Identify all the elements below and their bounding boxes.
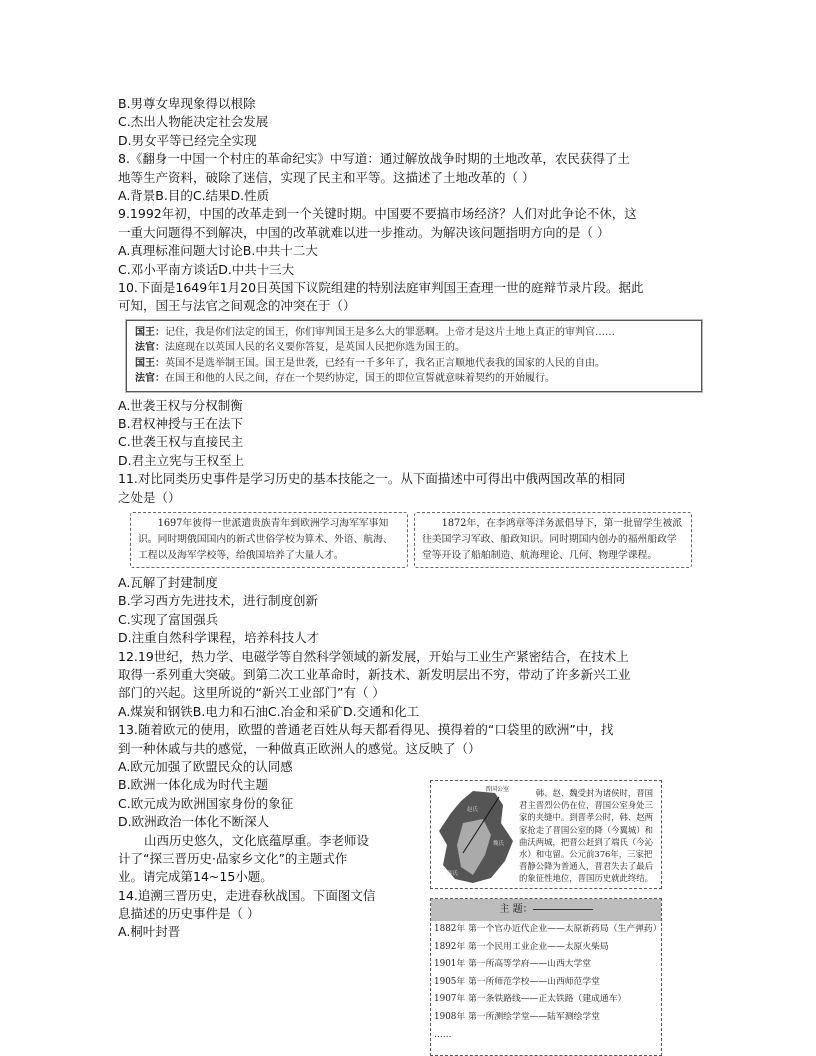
q8-stem: 地等生产资料，破除了迷信，实现了民主和平等。这描述了土地改革的（ ） [118,169,535,185]
speaker: 法官： [135,373,165,385]
q9-options: A.真理标准问题大讨论B.中共十二大 [118,243,318,259]
speech: 英国不是选举制王国。国王是世袭，已经有一千多年了，我名正言顺地代表我的国家的人民的自由。 [165,357,605,369]
q10-option-b: B.君权神授与王在法下 [118,416,244,432]
q11-option-b: B.学习西方先进技术，进行制度创新 [118,593,319,609]
q11-stem: 11.对比同类历史事件是学习历史的基本技能之一。从下面描述中可得出中俄两国改革的相同 [118,471,626,487]
q13-stem: 到一种休戚与共的感觉，一种做真正欧洲人的感觉。这反映了（） [118,740,481,756]
q9-options: C.邓小平南方谈话D.中共十三大 [118,261,295,277]
q10-stem: 可知，国王与法官之间观念的冲突在于（） [118,298,356,314]
timeline-row: 1882年 第一个官办近代企业——太原新药局（生产弹药） [434,924,662,934]
q9-stem: 一重大问题得不到解决，中国的改革就难以进一步推动。为解决该问题指明方向的是（ ） [118,224,610,240]
speech: 法庭现在以英国人民的名义要你答复，是英国人民把你选为国王的。 [165,342,465,354]
q10-dialogue-box [126,320,702,392]
section-intro: 业。请完成第14~15小题。 [118,869,273,885]
shanxi-timeline-box [430,898,662,1056]
speech: 在国王和他的人民之间，存在一个契约协定，国王的即位宣誓就意味着契约的开始履行。 [165,373,555,385]
q8-stem: 8.《翻身一中国一个村庄的革命纪实》中写道：通过解放战争时期的土地改革，农民获得了土 [118,151,630,167]
q7-option-c: C.杰出人物能决定社会发展 [118,114,269,130]
section-intro: 计了“探三晋历史·品家乡文化”的主题式作 [118,850,348,866]
timeline-row: 1908年 第一所测绘学堂——陆军测绘学堂 [434,1011,600,1022]
jin-history-text: 韩、赵、魏受封为诸侯时，晋国君主晋烈公仍在位，晋国公室身处三家的夹缝中。到晋孝公时，韩、赵两家抢走了晋国公室的降（今翼城）和曲沃两城，把晋公赶到了端氏（今沁水）和屯留。公元前376年，三家把晋静公降为普通人，晋君失去了最后的象征性地位，晋国历史就此终结。 [519,788,654,884]
q10-stem: 10.下面是1649年1月20日英国下议院组建的特别法庭审判国王查理一世的庭辩节录片段。据此 [118,279,644,295]
speech: 记住，我是你们法定的国王，你们审判国王是多么大的罪恶啊。上帝才是这片土地上真正的审判官…… [165,326,615,338]
q13-option-c: C.欧元成为欧洲国家身份的象征 [118,795,294,811]
jin-map-box [430,780,662,889]
q13-option-d: D.欧洲政治一体化不断深人 [118,814,270,830]
q14-stem: 14.追溯三晋历史，走进春秋战国。下面图文信 [118,887,376,903]
timeline-row: 1907年 第一条铁路线——正太铁路（建成通车） [434,994,627,1005]
dialogue-line [135,356,693,372]
theme-label: 主 题： [499,904,533,915]
map-label: 晋国公室 [485,786,510,793]
map-label: 魏氏 [493,841,505,847]
theme-blank [533,909,593,910]
dialogue-line [135,325,693,341]
q12-stem: 部门的兴起。这里所说的“新兴工业部门”有（ ） [118,685,385,701]
speaker: 国王： [135,326,165,338]
timeline-ellipsis: …… [434,1029,452,1040]
dialogue-line [135,340,693,356]
q13-stem: 13.随着欧元的使用，欧盟的普通老百姓从每天都看得见、摸得着的“口袋里的欧洲”中，找 [118,722,614,738]
q10-option-a: A.世袭王权与分权制衡 [118,397,243,413]
q12-stem: 取得一系列重大突破。到第二次工业革命时，新技术、新发明层出不穷，带动了许多新兴工业 [118,666,631,682]
q7-option-b: B.男尊女卑现象得以根除 [118,96,256,111]
theme-header [431,899,661,921]
q9-stem: 9.1992年初，中国的改革走到一个关键时期。中国要不要搞市场经济？人们对此争论不休，这 [118,206,637,222]
speaker: 法官： [135,342,165,354]
q12-stem: 12.19世纪，热力学、电磁学等自然科学领域的新发展，开始与工业生产紧密结合，在技术上 [118,648,629,664]
china-reform-box: 1872年，在李鸿章等洋务派倡导下，第一批留学生被派往美国学习军政、船政知识。同时期国内创办的福州船政学堂等开设了船舶制造、航海理论、几何、物理学课程。 [414,512,692,568]
q7-option-d: D.男女平等已经完全实现 [118,132,257,148]
jin-state-map [433,783,521,888]
russia-reform-box: 1697年彼得一世派遣贵族青年到欧洲学习海军军事知识。同时期俄国国内的新式世俗学校为算术、外语、航海、工程以及海军学校等，给俄国培养了大量人才。 [130,512,408,568]
timeline-row: 1905年 第一所师范学校——山西师范学堂 [434,976,600,987]
q11-option-a: A.瓦解了封建制度 [118,575,218,591]
speaker: 国王： [135,357,165,369]
q12-options: A.煤炭和钢铁B.电力和石油C.冶金和采矿D.交通和化工 [118,703,420,719]
q13-option-b: B.欧洲一体化成为时代主题 [118,777,269,793]
dialogue-line [135,371,693,387]
q10-option-c: C.世袭王权与直接民主 [118,434,244,450]
q8-options: A.背景B.目的C.结果D.性质 [118,187,270,203]
q11-option-c: C.实现了富国强兵 [118,611,219,627]
timeline-row: 1892年 第一个民用工业企业——太原火柴局 [434,941,609,952]
timeline-row: 1901年 第一所高等学府——山西大学堂 [434,959,592,970]
q11-stem: 之处是（） [118,489,181,505]
map-label: 赵氏 [467,807,479,813]
q14-option-a: A.桐叶封晋 [118,924,181,940]
q14-stem: 息描述的历史事件是（ ） [118,906,260,922]
section-intro: 山西历史悠久，文化底蕴厚重。李老师设 [144,832,370,848]
q11-comparison [130,512,698,568]
q10-option-d: D.君主立宪与王权至上 [118,452,245,468]
q11-option-d: D.注重自然科学课程，培养科技人才 [118,630,320,646]
map-label: 韩氏 [447,871,459,877]
q13-option-a: A.欧元加强了欧盟民众的认同感 [118,758,293,774]
